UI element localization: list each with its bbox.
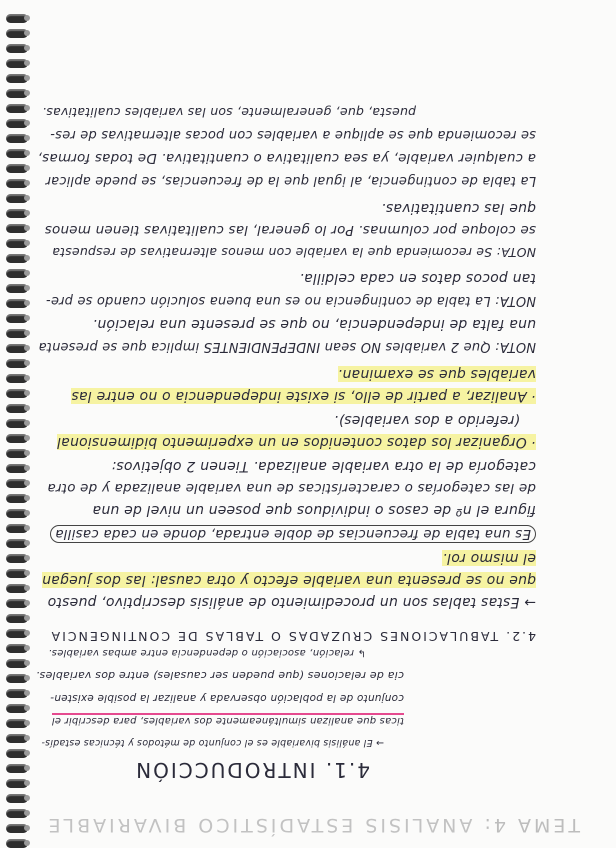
body-line-11: variables que se examinan. xyxy=(337,366,536,382)
section-heading-intro: 4.1. INTRODUCCIÓN xyxy=(134,758,370,782)
closing-line-4: puesta, que, generalmente, son las variables cualitativas. xyxy=(42,105,416,120)
title-subject: ANALISIS ESTADÍSTICO BIVARIABLE xyxy=(45,814,473,836)
intro-line-1: → El análisis bivariable es el conjunto de métodos y técnicas estadís- xyxy=(41,737,384,748)
body-line-6: de las categorías o características de una variable analizada y de otra xyxy=(47,480,536,496)
body-line-1: → Estas tablas son un procedimiento de análisis descriptivo, puesto xyxy=(47,594,536,610)
body-line-5: figura el nº de casos o individuos que poseen un nivel de una xyxy=(92,502,536,518)
body-line-7: categoría de la otra variable analizada. Tienen 2 objetivos: xyxy=(111,458,536,474)
note-line-1: NOTA: Que 2 variables NO sean INDEPENDIENTES implica que se presenta xyxy=(38,339,536,354)
body-line-4: Es una tabla de frecuencias de doble entrada, donde en cada casilla xyxy=(50,526,536,542)
title-tema: TEMA 4: xyxy=(481,814,580,836)
body-line-9: (referido a dos variables). xyxy=(333,412,520,428)
closing-line-3: se recomienda que se aplique a variables con pocas alternativas de res- xyxy=(50,127,536,142)
intro-line-4: cia de relaciones (que pueden ser causales) entre dos variables. xyxy=(35,669,404,682)
note-line-3: NOTA: La tabla de contingencia no es una buena solución cuando se pre- xyxy=(45,293,536,308)
note-line-6: se coloque por columnas. Por lo general, las cualitativas tienen menos xyxy=(44,222,536,238)
note-line-5: NOTA: Se recomienda que la variable con menos alternativas de respuesta xyxy=(52,245,536,260)
note-line-2: una falta de independencia, no que se presente una relación. xyxy=(92,316,536,332)
body-line-3: el mismo rol. xyxy=(442,550,536,566)
page-title xyxy=(45,814,580,836)
closing-line-1: La tabla de contingencia, al igual que la de frecuencias, se puede aplicar xyxy=(45,173,536,188)
intro-note: ↳ relación, asociación o dependencia entre ambas variables. xyxy=(48,647,366,658)
note-line-7: que las cuantitativas. xyxy=(381,200,536,216)
note-line-4: tan pocos datos en cada celdilla. xyxy=(299,270,536,286)
intro-line-2: ticas que analizan simultáneamente dos variables, para describir el xyxy=(51,715,404,726)
section-heading-contingency: 4.2. TABULACIONES CRUZADAS O TABLAS DE CONTINGENCIA xyxy=(49,629,536,644)
body-line-2: que no se presenta una variable efecto y otra causal: las dos juegan xyxy=(41,572,536,588)
body-line-10: · Analizar, a partir de ello, si existe independencia o no entre las xyxy=(71,388,536,404)
intro-line-3: conjunto de la población observada y analizar la posible existen- xyxy=(50,692,404,704)
closing-line-2: a cualquier variable, ya sea cualitativa o cuantitativa. De todas formas, xyxy=(37,150,536,166)
body-line-8: · Organizar los datos contenidos en un experimento bidimensional xyxy=(56,434,536,450)
